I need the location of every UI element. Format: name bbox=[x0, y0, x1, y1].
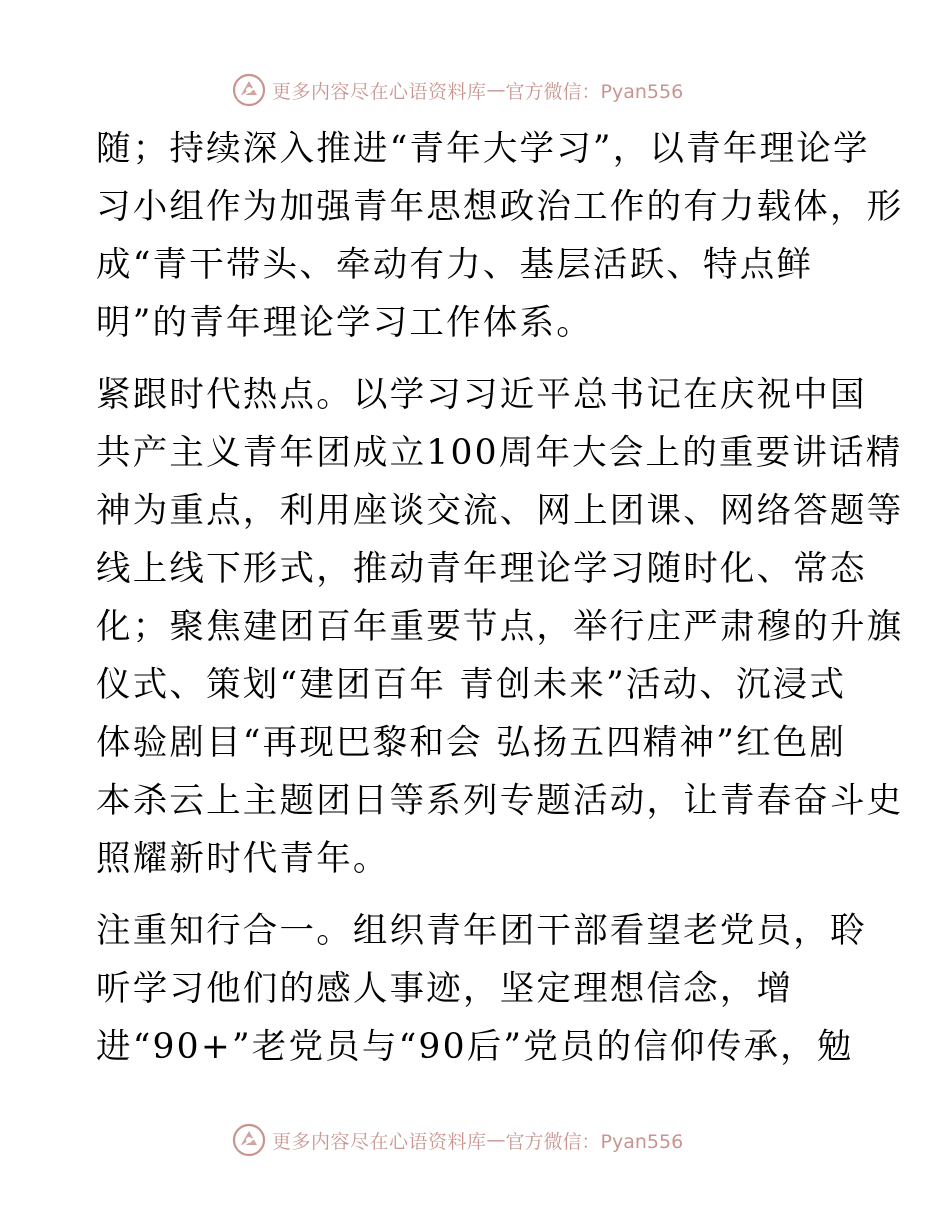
watermark-text: 更多内容尽在心语资料库 bbox=[272, 80, 487, 103]
paragraph-gap bbox=[96, 888, 856, 902]
text-line: 线上线下形式，推动青年理论学习随时化、常态 bbox=[96, 549, 867, 589]
footer-watermark bbox=[232, 1122, 683, 1158]
document-body bbox=[96, 120, 904, 1076]
text-line: 仪式、策划“建团百年 青创未来”活动、沉浸式 bbox=[96, 665, 847, 705]
logo-icon bbox=[232, 73, 266, 107]
text-line: 进“90+”老党员与“90后”党员的信仰传承，勉 bbox=[96, 1027, 854, 1067]
logo-icon bbox=[232, 1123, 266, 1157]
watermark-contact: 官方微信：Pyan556 bbox=[505, 80, 684, 103]
paragraph bbox=[96, 120, 904, 352]
paragraph bbox=[96, 366, 904, 888]
text-line: 随；持续深入推进“青年大学习”，以青年理论学 bbox=[96, 129, 870, 169]
text-line: 注重知行合一。组织青年团干部看望老党员，聆 bbox=[96, 911, 867, 951]
text-line: 化；聚焦建团百年重要节点，举行庄严肃穆的升旗 bbox=[96, 607, 904, 647]
text-line: 体验剧目“再现巴黎和会 弘扬五四精神”红色剧 bbox=[96, 723, 847, 763]
watermark-separator: — bbox=[486, 79, 506, 101]
text-line: 神为重点，利用座谈交流、网上团课、网络答题等 bbox=[96, 491, 904, 531]
watermark-separator: — bbox=[486, 1129, 506, 1151]
text-line: 明”的青年理论学习工作体系。 bbox=[96, 303, 593, 343]
paragraph bbox=[96, 902, 867, 1076]
header-watermark bbox=[232, 72, 683, 108]
paragraph-gap bbox=[96, 352, 856, 366]
watermark-text: 更多内容尽在心语资料库 bbox=[272, 1130, 487, 1153]
watermark-contact: 官方微信：Pyan556 bbox=[505, 1130, 684, 1153]
text-line: 习小组作为加强青年思想政治工作的有力载体，形 bbox=[96, 187, 904, 227]
text-line: 本杀云上主题团日等系列专题活动，让青春奋斗史 bbox=[96, 781, 904, 821]
text-line: 听学习他们的感人事迹，坚定理想信念，增 bbox=[96, 969, 794, 1009]
text-line: 紧跟时代热点。以学习习近平总书记在庆祝中国 bbox=[96, 375, 867, 415]
text-line: 照耀新时代青年。 bbox=[96, 839, 390, 879]
text-line: 共产主义青年团成立100周年大会上的重要讲话精 bbox=[96, 433, 903, 473]
text-line: 成“青干带头、牵动有力、基层活跃、特点鲜 bbox=[96, 245, 814, 285]
